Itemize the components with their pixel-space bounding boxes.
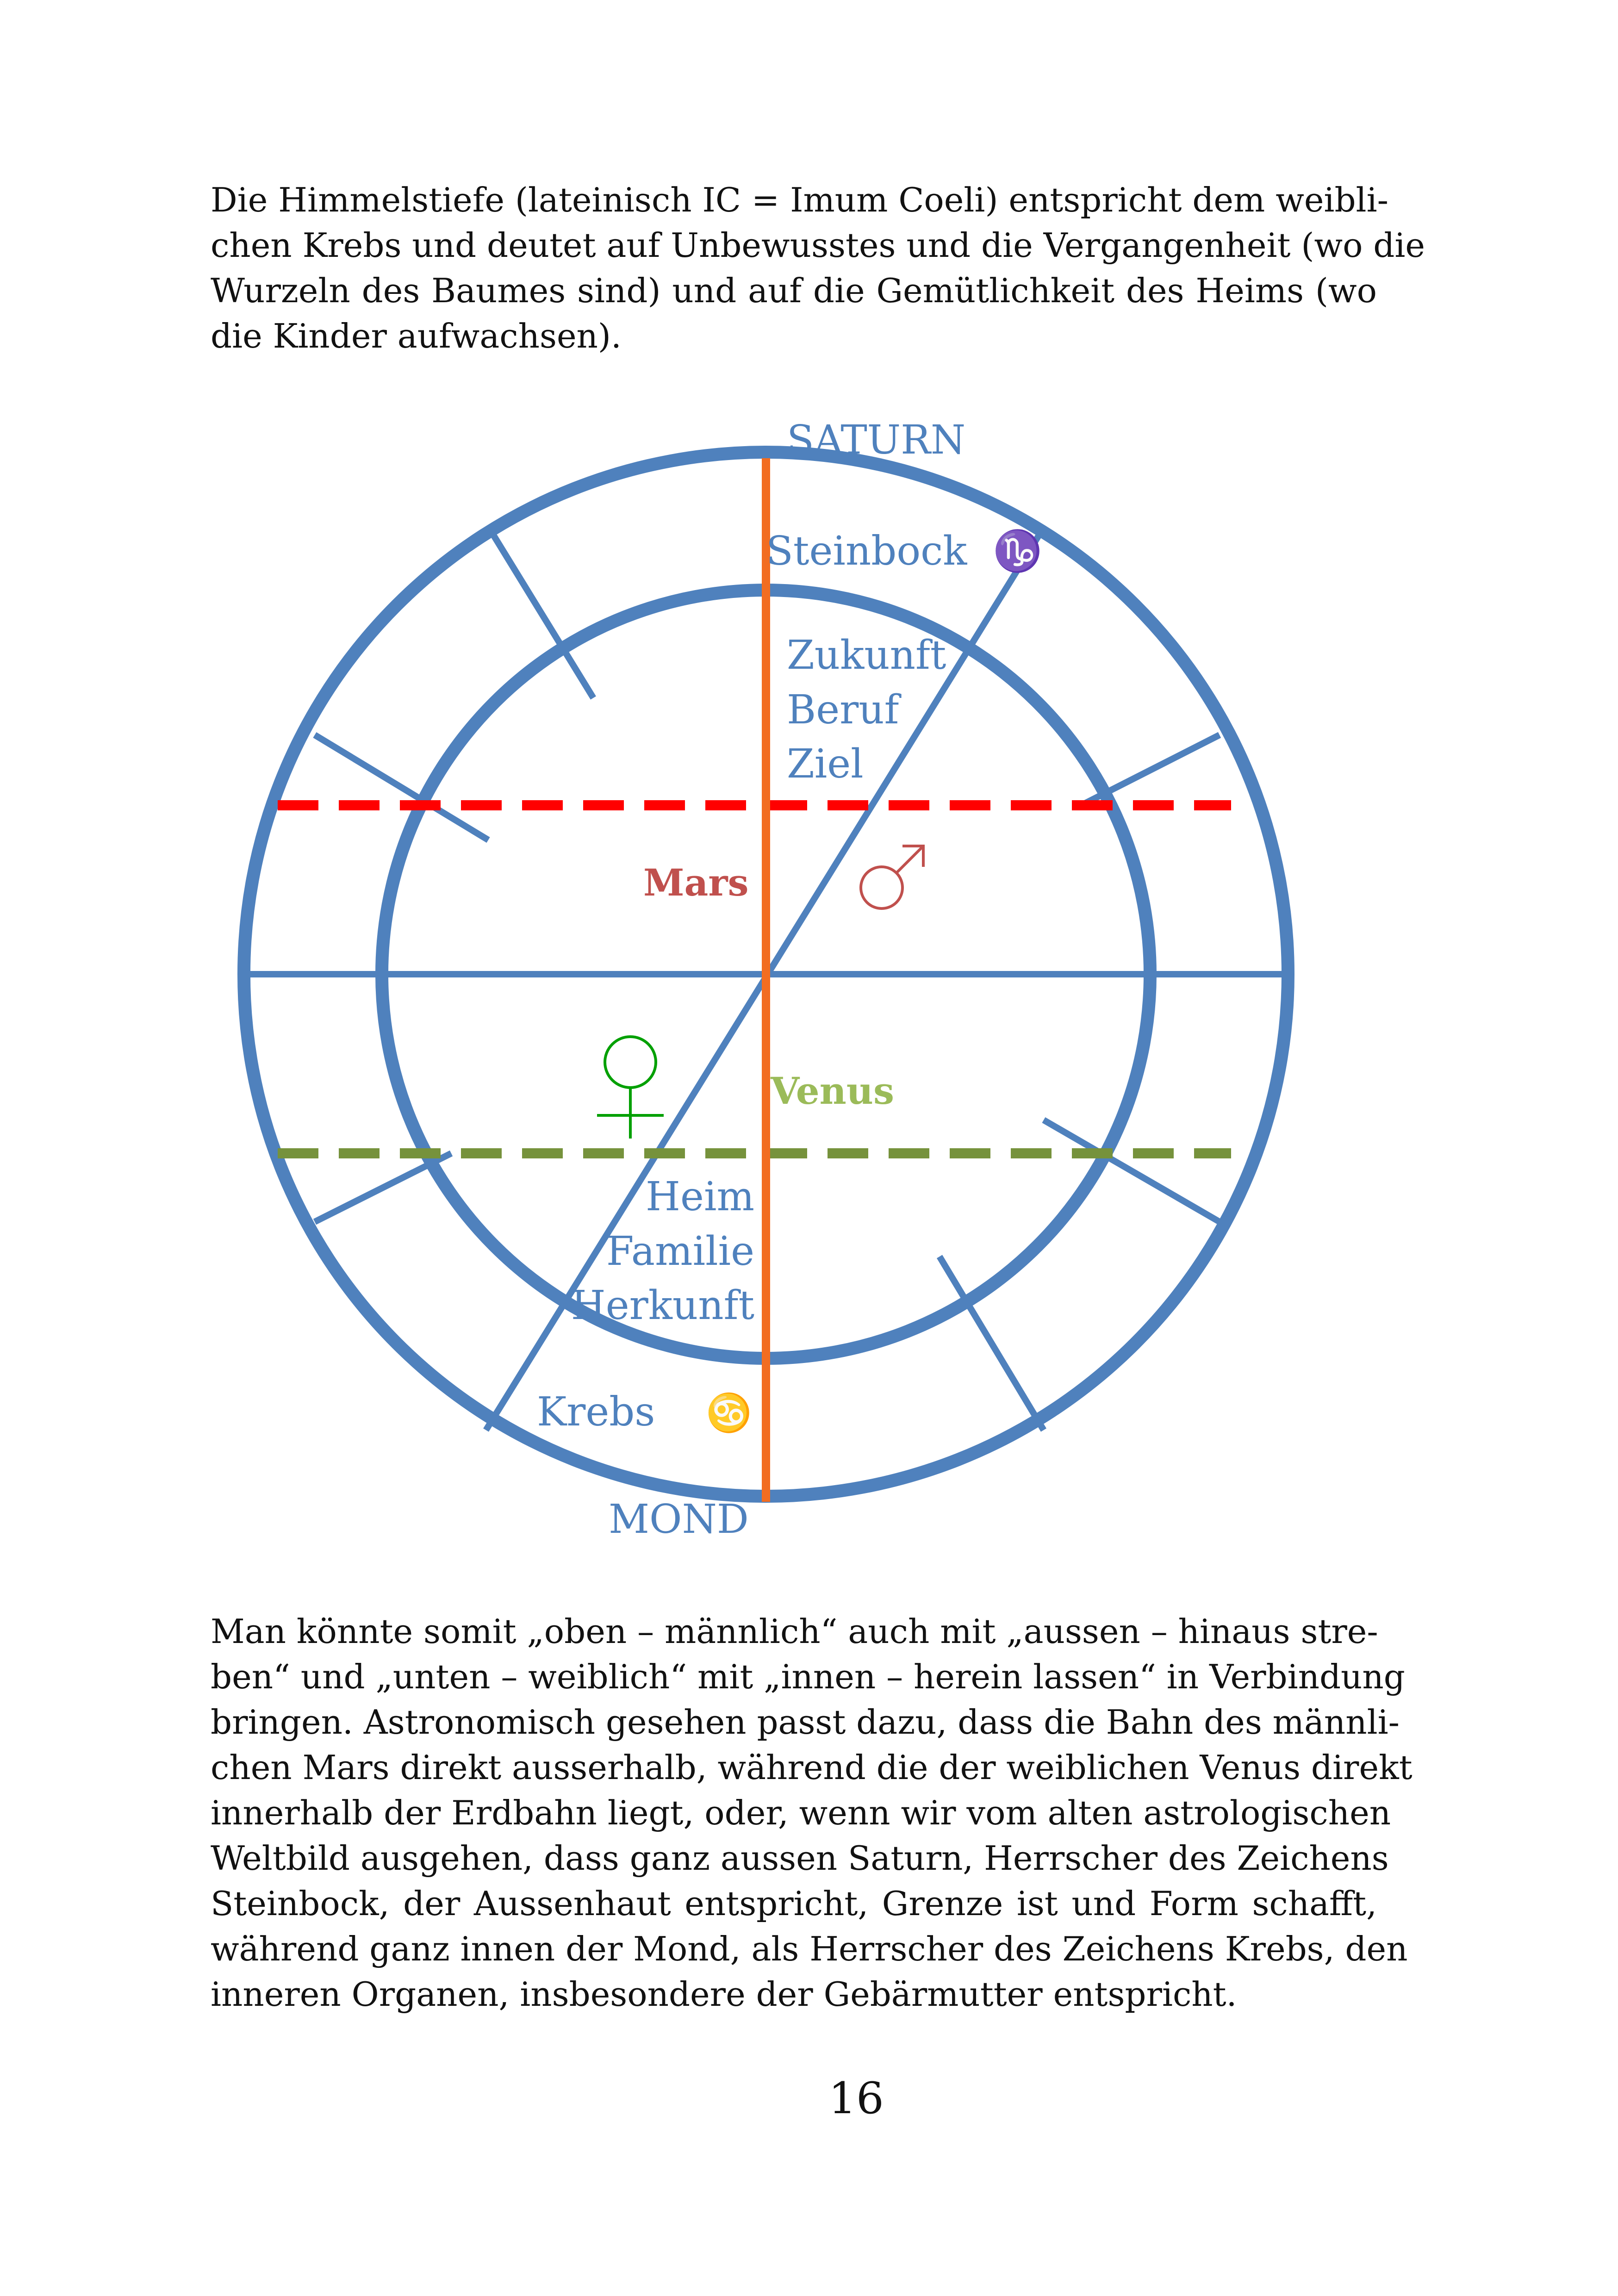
label-beruf: Beruf [787,687,899,733]
text-line: ben“ und „unten – weiblich“ mit „innen – herein lassen“ in Verbindung [211,1657,1405,1696]
text-line: Man könnte somit „oben – männlich“ auch mit „aussen – hinaus stre- [211,1612,1378,1651]
capricorn-icon: ♑ [993,528,1043,574]
label-herkunft: Herkunft [571,1282,754,1329]
label-mond: MOND [609,1496,749,1543]
text-line: chen Krebs und deutet auf Unbewusstes und die Vergangenheit (wo die [211,226,1425,265]
text-line: inneren Organen, insbesondere der Gebärmutter entspricht. [211,1975,1237,2014]
text-line: die Kinder aufwachsen). [211,317,622,355]
label-steinbock: Steinbock [766,528,967,574]
cusp-tick [1083,735,1220,804]
label-saturn: SATURN [787,417,966,463]
label-zukunft: Zukunft [787,632,946,678]
text-line: Die Himmelstiefe (lateinisch IC = Imum Coeli) entspricht dem weibli- [211,180,1388,219]
cusp-tick [315,1153,451,1222]
paragraph-bottom [211,1609,1413,2017]
label-ziel: Ziel [787,741,864,787]
text-line: Steinbock, der Aussenhaut entspricht, Grenze ist und Form schafft, [211,1884,1377,1923]
text-line: bringen. Astronomisch gesehen passt dazu, dass die Bahn des männli- [211,1703,1400,1742]
text-line: Wurzeln des Baumes sind) und auf die Gemütlichkeit des Heims (wo [211,271,1377,310]
page-number: 16 [828,2073,884,2124]
text-line: während ganz innen der Mond, als Herrscher des Zeichens Krebs, den [211,1929,1408,1968]
label-krebs: Krebs [537,1389,655,1435]
mars-icon [861,846,923,908]
text-line: chen Mars direkt ausserhalb, während die der weiblichen Venus direkt [211,1748,1413,1787]
label-mars: Mars [643,861,749,904]
cusp-tick [488,527,593,698]
label-familie: Familie [606,1228,754,1275]
cusp-tick [315,735,488,840]
cancer-icon: ♋ [706,1391,752,1434]
label-venus: Venus [771,1069,894,1113]
text-line: innerhalb der Erdbahn liegt, oder, wenn wir vom alten astrologischen [211,1793,1391,1832]
venus-icon [597,1037,664,1139]
text-line: Weltbild ausgehen, dass ganz aussen Saturn, Herrscher des Zeichens [211,1839,1389,1878]
label-heim: Heim [646,1174,754,1220]
